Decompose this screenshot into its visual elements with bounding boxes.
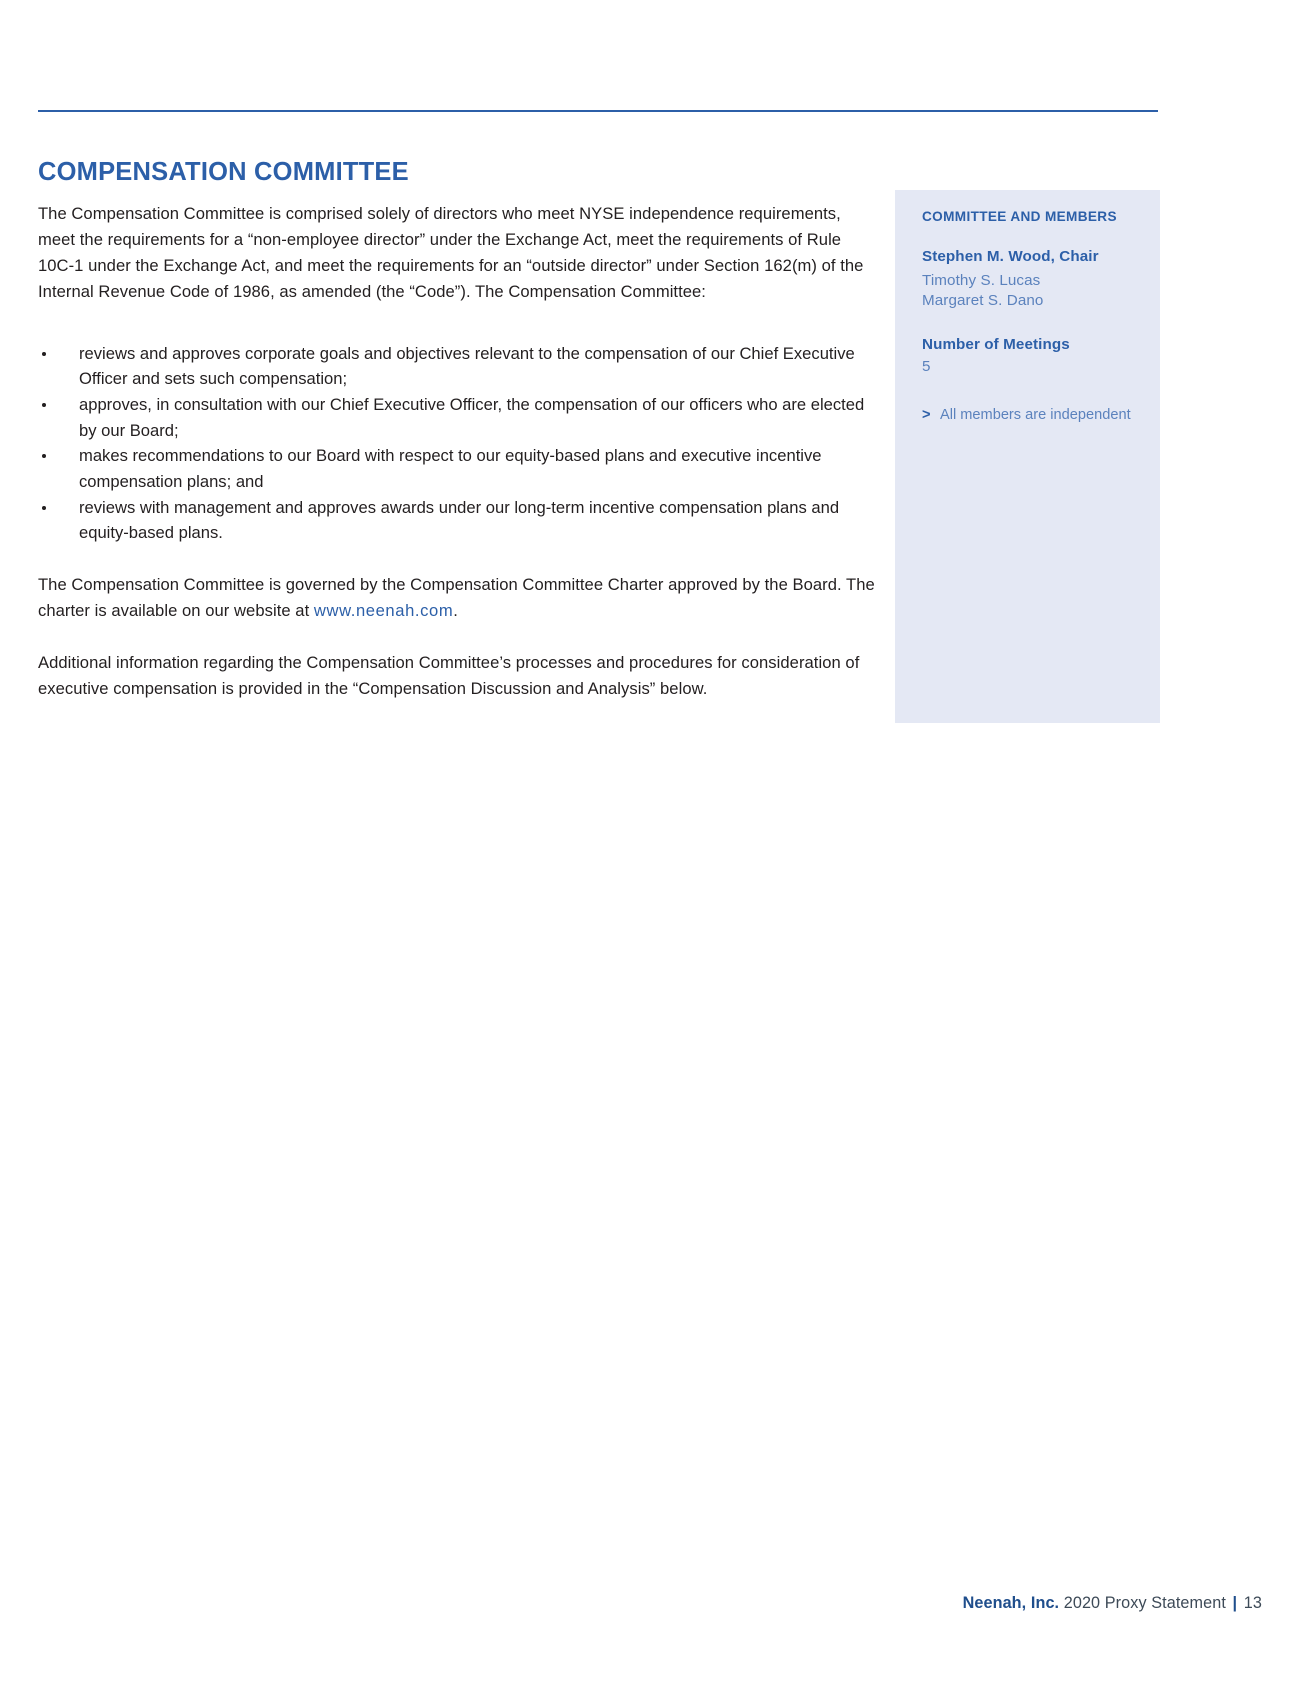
sidebar-content <box>895 190 1160 425</box>
sidebar-meetings-value: 5 <box>922 358 931 376</box>
footer-separator: | <box>1232 1594 1238 1612</box>
list-item <box>38 443 878 494</box>
spacer <box>38 624 878 650</box>
neenah-website-link[interactable]: www.neenah.com <box>313 600 454 620</box>
list-item <box>38 495 878 546</box>
sidebar-independence-note <box>922 405 1138 426</box>
header-rule <box>38 110 1158 112</box>
sidebar-independence-text: All members are independent <box>940 406 1131 423</box>
additional-information-paragraph: Additional information regarding the Compensation Committee’s processes and procedures for consideration of executive compensation is provided in the “Compensation Discussion and Analysis” below. <box>38 652 860 698</box>
sidebar-member-name: Timothy S. Lucas <box>922 271 1041 289</box>
main-content-column <box>38 158 878 701</box>
spacer <box>922 312 1138 335</box>
footer-statement: 2020 Proxy Statement <box>1059 1594 1226 1612</box>
page-footer <box>963 1594 1262 1613</box>
sidebar-meetings-label: Number of Meetings <box>922 335 1070 353</box>
list-item-text: makes recommendations to our Board with respect to our equity-based plans and executive incentive compensation plans; and <box>79 446 822 492</box>
sidebar-member-name: Margaret S. Dano <box>922 292 1044 310</box>
sidebar-chair-name: Stephen M. Wood, Chair <box>922 248 1099 266</box>
spacer <box>38 546 878 572</box>
charter-paragraph <box>38 572 878 624</box>
committee-sidebar-panel <box>895 190 1160 723</box>
page-title: COMPENSATION COMMITTEE <box>38 158 409 186</box>
list-item-text: reviews and approves corporate goals and objectives relevant to the compensation of our Chief Executive Officer and sets such compensation; <box>79 343 855 389</box>
charter-text-before-link: The Compensation Committee is governed by the Compensation Committee Charter approved by the Board. The charter is available on our website at <box>38 575 875 620</box>
bullet-dot-icon <box>42 506 46 510</box>
intro-paragraph: The Compensation Committee is comprised solely of directors who meet NYSE independence requirements, meet the requirements for a “non-employee director” under the Exchange Act, meet the requirements of Rule 10C-1 under the Exchange Act, and meet the requirements for an “outside director” under Section 162(m) of the Internal Revenue Code of 1986, as amended (the “Code”). The Compensation Committee: <box>38 204 864 301</box>
footer-brand: Neenah, Inc. <box>962 1594 1060 1612</box>
list-item <box>38 341 878 392</box>
committee-duties-list <box>38 341 878 547</box>
chevron-right-icon: > <box>922 406 931 423</box>
charter-text-after-link: . <box>453 600 458 620</box>
footer-page-number: 13 <box>1243 1594 1262 1612</box>
list-item-text: approves, in consultation with our Chief Executive Officer, the compensation of our officers who are elected by our Board; <box>79 394 865 440</box>
sidebar-heading: COMMITTEE AND MEMBERS <box>922 209 1117 224</box>
list-item-text: reviews with management and approves awards under our long-term incentive compensation plans and equity-based plans. <box>79 497 840 543</box>
bullet-dot-icon <box>42 352 46 356</box>
list-item <box>38 392 878 443</box>
bullet-dot-icon <box>42 454 46 458</box>
bullet-dot-icon <box>42 403 46 407</box>
